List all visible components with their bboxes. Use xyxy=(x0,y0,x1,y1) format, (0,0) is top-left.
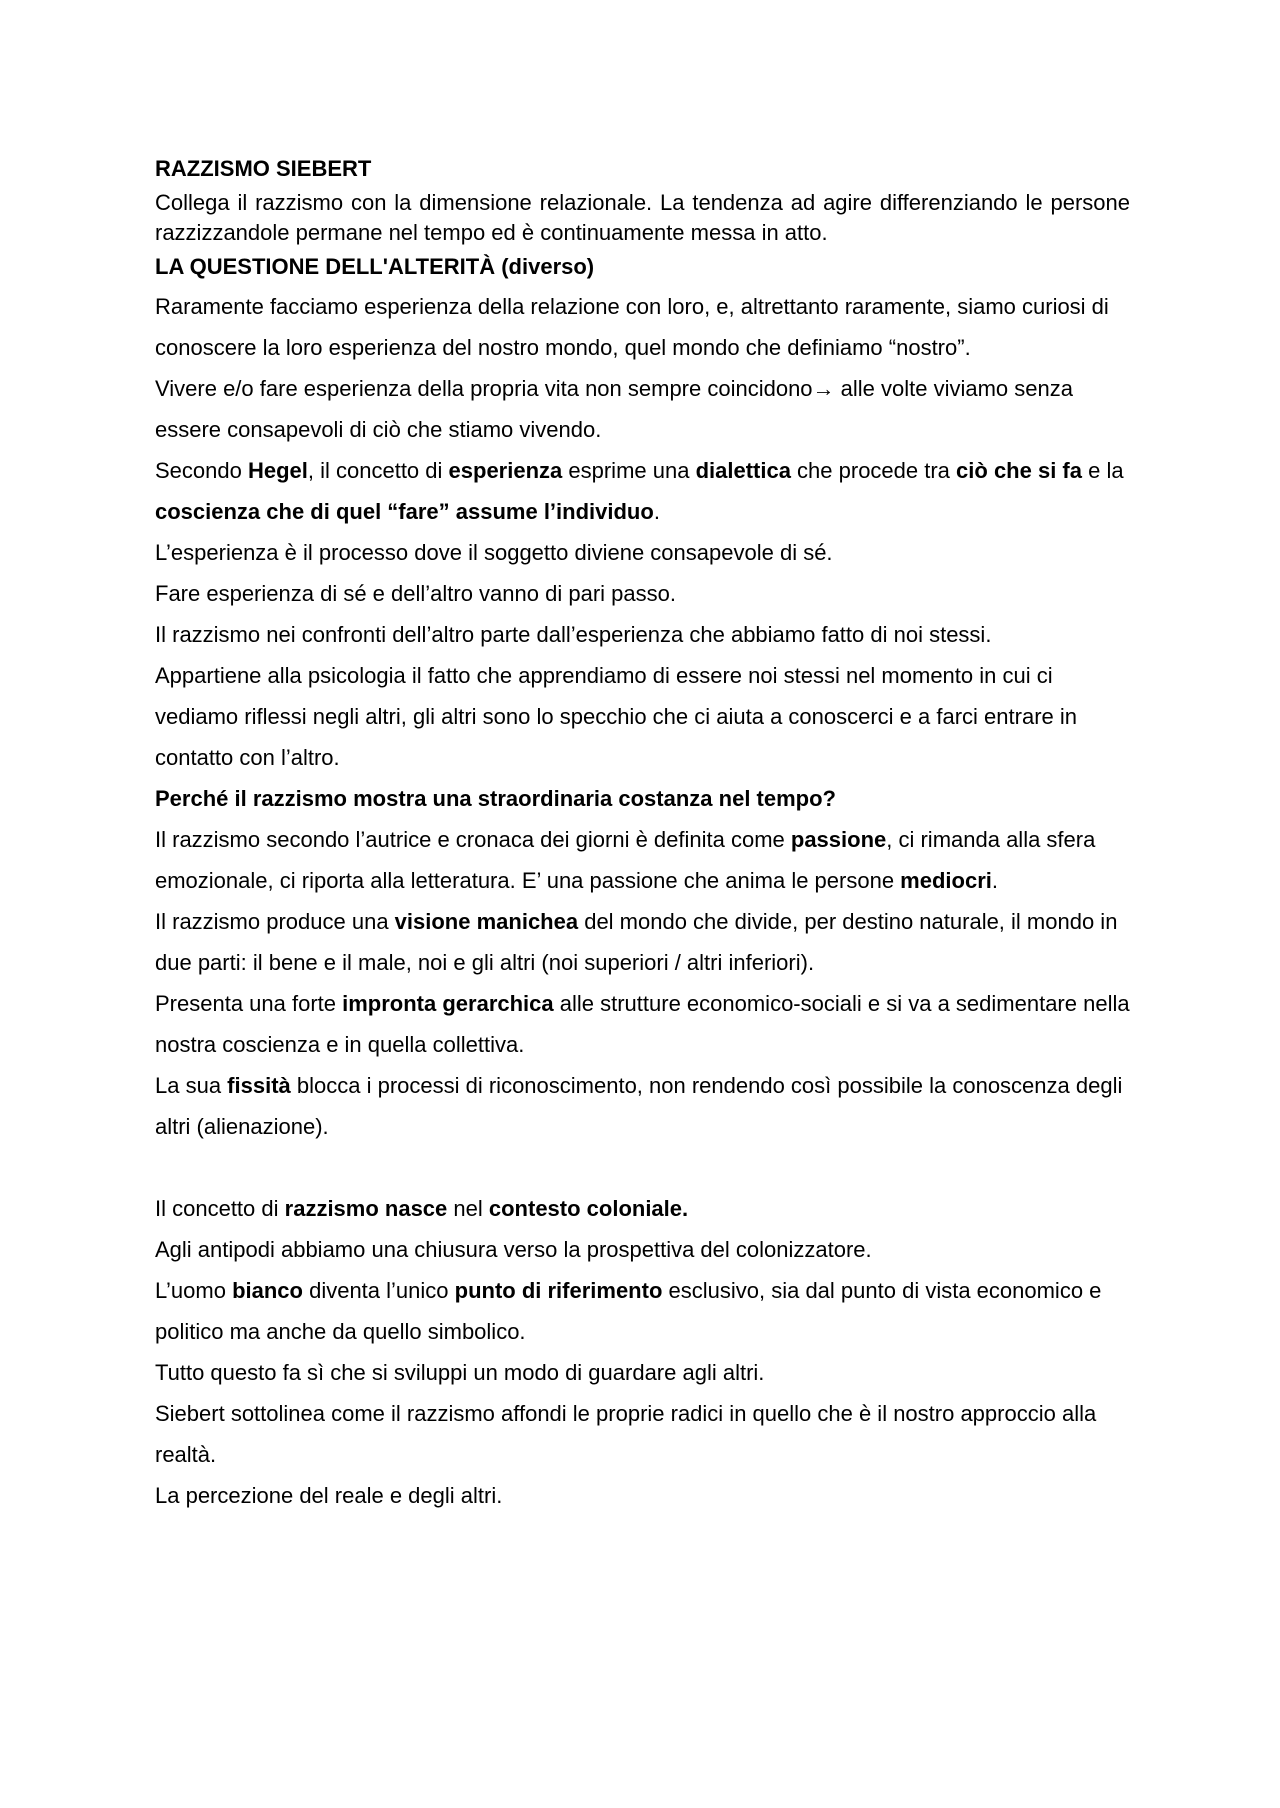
paragraph-gerarchica: Presenta una forte impronta gerarchica alle strutture economico-sociali e si va a sedimentare nella nostra coscienza e in quella collettiva. xyxy=(155,991,1130,1057)
paragraph-hegel: Secondo Hegel, il concetto di esperienza esprime una dialettica che procede tra ciò che si fa e la coscienza che di quel “fare” assume l’individuo. xyxy=(155,458,1124,524)
paragraph-vivere: Vivere e/o fare esperienza della propria vita non sempre coincidono→ alle volte viviamo senza essere consapevoli di ciò che stiamo vivendo. xyxy=(155,376,1073,442)
paragraph-passione: Il razzismo secondo l’autrice e cronaca dei giorni è definita come passione, ci rimanda alla sfera emozionale, ci riporta alla letteratura. E’ una passione che anima le persone mediocri. xyxy=(155,827,1096,893)
question-heading: Perché il razzismo mostra una straordinaria costanza nel tempo? xyxy=(155,786,836,811)
paragraph-percezione: La percezione del reale e degli altri. xyxy=(155,1483,503,1508)
paragraph-razzismo-altro: Il razzismo nei confronti dell’altro parte dall’esperienza che abbiamo fatto di noi stessi. xyxy=(155,622,992,647)
blank-line xyxy=(155,1147,1130,1188)
intro-paragraph: Collega il razzismo con la dimensione relazionale. La tendenza ad agire differenziando le persone razzizzandole permane nel tempo ed è continuamente messa in atto. xyxy=(155,190,1130,245)
document-title: RAZZISMO SIEBERT xyxy=(155,156,372,181)
paragraph-antipodi: Agli antipodi abbiamo una chiusura verso la prospettiva del colonizzatore. xyxy=(155,1237,872,1262)
paragraph-uomo-bianco: L’uomo bianco diventa l’unico punto di riferimento esclusivo, sia dal punto di vista economico e politico ma anche da quello simbolico. xyxy=(155,1278,1102,1344)
paragraph-fissita: La sua fissità blocca i processi di riconoscimento, non rendendo così possibile la conoscenza degli altri (alienazione). xyxy=(155,1073,1123,1139)
section-heading-alterita: LA QUESTIONE DELL'ALTERITÀ (diverso) xyxy=(155,254,595,279)
paragraph-pari-passo: Fare esperienza di sé e dell’altro vanno di pari passo. xyxy=(155,581,676,606)
paragraph-relazione: Raramente facciamo esperienza della relazione con loro, e, altrettanto raramente, siamo curiosi di conoscere la loro esperienza del nostro mondo, quel mondo che definiamo “nostro”. xyxy=(155,294,1109,360)
paragraph-manichea: Il razzismo produce una visione manichea del mondo che divide, per destino naturale, il mondo in due parti: il bene e il male, noi e gli altri (noi superiori / altri inferiori). xyxy=(155,909,1118,975)
paragraph-psicologia: Appartiene alla psicologia il fatto che apprendiamo di essere noi stessi nel momento in cui ci vediamo riflessi negli altri, gli altri sono lo specchio che ci aiuta a conoscerci e a farci entrare in contatto con l’altro. xyxy=(155,663,1077,770)
paragraph-coloniale: Il concetto di razzismo nasce nel contesto coloniale. xyxy=(155,1196,689,1221)
document-page xyxy=(155,150,1130,1516)
paragraph-radici: Siebert sottolinea come il razzismo affondi le proprie radici in quello che è il nostro approccio alla realtà. xyxy=(155,1401,1097,1467)
paragraph-guardare: Tutto questo fa sì che si sviluppi un modo di guardare agli altri. xyxy=(155,1360,765,1385)
paragraph-esperienza: L’esperienza è il processo dove il soggetto diviene consapevole di sé. xyxy=(155,540,833,565)
